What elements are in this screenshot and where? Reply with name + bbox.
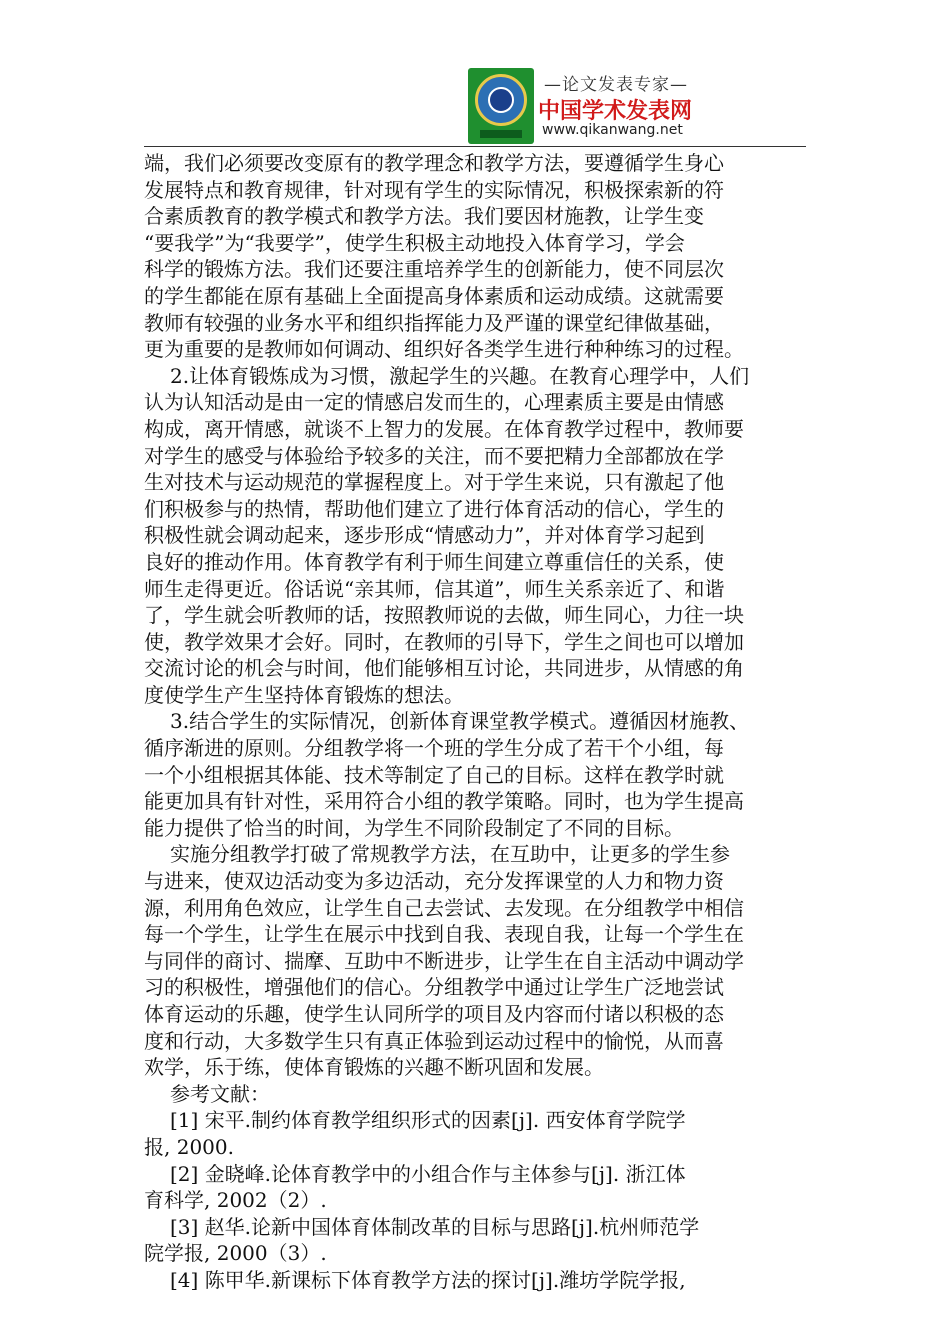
globe-ring [475,74,527,126]
text-line: [3] 赵华.论新中国体育体制改革的目标与思路[j].杭州师范学 [170,1214,700,1239]
text-line: 度和行动，大多数学生只有真正体验到运动过程中的愉悦，从而喜 [144,1028,724,1053]
logo-text [538,68,698,144]
site-logo[interactable] [468,68,698,144]
text-line: 一个小组根据其体能、技术等制定了自己的目标。这样在教学时就 [144,762,724,787]
globe-center [488,87,514,113]
text-line: 源，利用角色效应，让学生自己去尝试、去发现。在分组教学中相信 [144,895,744,920]
document-body [144,150,808,1294]
text-line: 了，学生就会听教师的话，按照教师说的去做，师生同心，力往一块 [144,603,744,628]
text-line: 院学报, 2000（3）. [144,1241,327,1266]
text-line: 生对技术与运动规范的掌握程度上。对于学生来说，只有激起了他 [144,470,724,495]
text-line: 每一个学生，让学生在展示中找到自我、表现自我，让每一个学生在 [144,922,744,947]
emblem-base [480,130,522,138]
text-line: 3.结合学生的实际情况，创新体育课堂教学模式。遵循因材施教、 [170,709,750,734]
header-divider [144,146,806,147]
text-line: 度使学生产生坚持体育锻炼的想法。 [144,682,464,707]
logo-slogan: —论文发表专家— [544,75,688,95]
text-line: 2.让体育锻炼成为习惯，激起学生的兴趣。在教育心理学中，人们 [170,363,750,388]
text-line: “要我学”为“我要学”，使学生积极主动地投入体育学习，学会 [144,230,685,255]
text-line: 使，教学效果才会好。同时，在教师的引导下，学生之间也可以增加 [144,629,744,654]
text-line: 报, 2000. [144,1134,234,1159]
text-line: 与同伴的商讨、揣摩、互助中不断进步，让学生在自主活动中调动学 [144,948,744,973]
text-line: 合素质教育的教学模式和教学方法。我们要因材施教，让学生变 [144,204,704,229]
text-line: 端，我们必须要改变原有的教学理念和教学方法，要遵循学生身心 [144,151,724,175]
text-line: 更为重要的是教师如何调动、组织好各类学生进行种种练习的过程。 [144,337,744,362]
text-line: 能更加具有针对性，采用符合小组的教学策略。同时，也为学生提高 [144,789,744,814]
emblem-icon [468,68,534,144]
text-line: 循序渐进的原则。分组教学将一个班的学生分成了若干个小组，每 [144,736,724,761]
text-line: 交流讨论的机会与时间，他们能够相互讨论，共同进步，从情感的角 [144,656,744,681]
text-line: [2] 金晓峰.论体育教学中的小组合作与主体参与[j]. 浙江体 [170,1161,686,1186]
text-line: 师生走得更近。俗话说“亲其师，信其道”，师生关系亲近了、和谐 [144,576,725,601]
logo-url: www.qikanwang.net [542,122,683,138]
text-line: 与进来，使双边活动变为多边活动，充分发挥课堂的人力和物力资 [144,869,724,894]
text-line: 实施分组教学打破了常规教学方法，在互助中，让更多的学生参 [170,842,730,867]
logo-brand: 中国学术发表网 [538,99,693,124]
text-line: 教师有较强的业务水平和组织指挥能力及严谨的课堂纪律做基础， [144,310,724,335]
text-line: [1] 宋平.制约体育教学组织形式的因素[j]. 西安体育学院学 [170,1108,686,1133]
text-line: 认为认知活动是由一定的情感启发而生的，心理素质主要是由情感 [144,390,724,415]
text-line: 发展特点和教育规律，针对现有学生的实际情况，积极探索新的符 [144,177,724,202]
text-line: 良好的推动作用。体育教学有利于师生间建立尊重信任的关系，使 [144,549,724,574]
text-line: 科学的锻炼方法。我们还要注重培养学生的创新能力，使不同层次 [144,257,724,282]
text-line: 对学生的感受与体验给予较多的关注，而不要把精力全部都放在学 [144,443,724,468]
text-line: 欢学，乐于练，使体育锻炼的兴趣不断巩固和发展。 [144,1055,604,1080]
text-line: 能力提供了恰当的时间，为学生不同阶段制定了不同的目标。 [144,815,684,840]
text-line: 育科学, 2002（2）. [144,1188,327,1213]
text-line: 们积极参与的热情，帮助他们建立了进行体育活动的信心，学生的 [144,496,724,521]
text-line: 的学生都能在原有基础上全面提高身体素质和运动成绩。这就需要 [144,283,724,308]
text-line: 参考文献： [170,1081,270,1106]
text-line: 构成，离开情感，就谈不上智力的发展。在体育教学过程中，教师要 [144,416,744,441]
text-line: 习的积极性，增强他们的信心。分组教学中通过让学生广泛地尝试 [144,975,724,1000]
text-line: [4] 陈甲华.新课标下体育教学方法的探讨[j].潍坊学院学报, [170,1267,686,1292]
text-line: 体育运动的乐趣，使学生认同所学的项目及内容而付诸以积极的态 [144,1002,724,1026]
text-line: 积极性就会调动起来，逐步形成“情感动力”，并对体育学习起到 [144,523,705,548]
